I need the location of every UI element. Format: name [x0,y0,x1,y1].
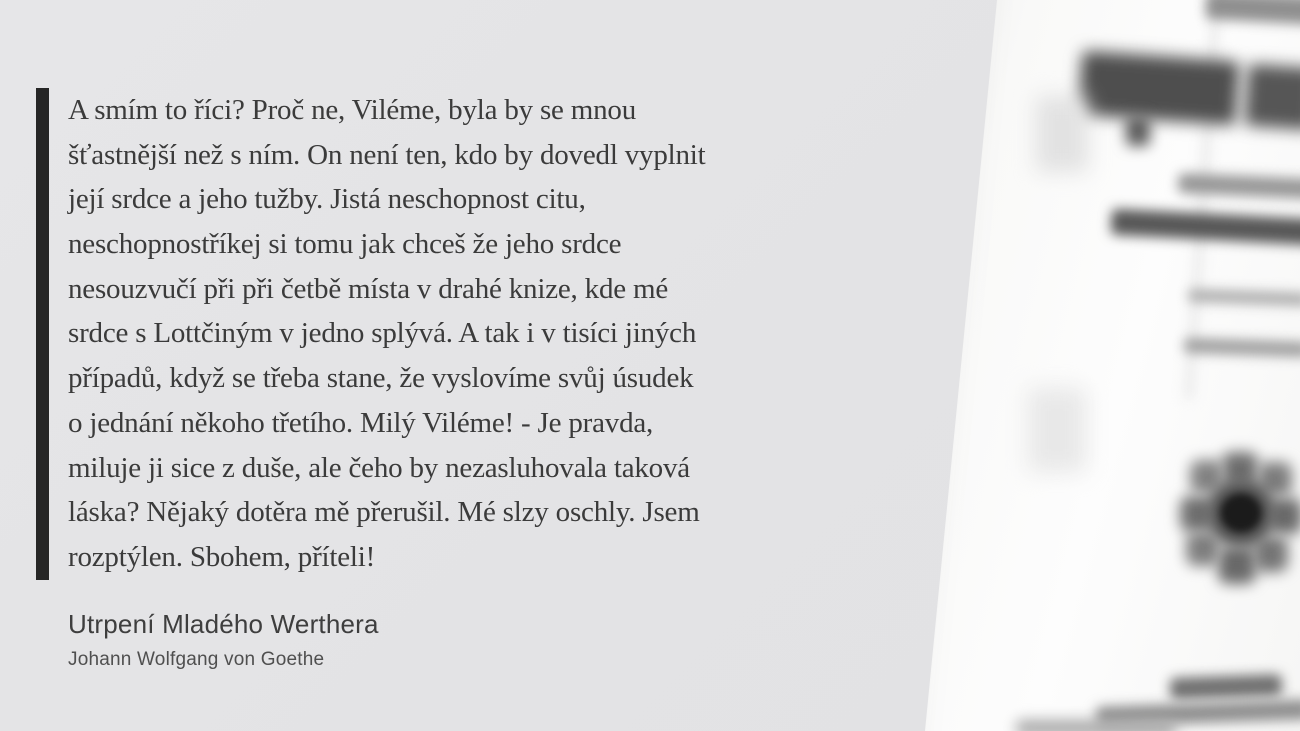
quote-line: šťastnější než s ním. On není ten, kdo by dovedl vyplnit [68,138,706,171]
quote-text [68,88,896,580]
quote-line: miluje ji sice z duše, ale čeho by nezasluhovala taková [68,451,690,484]
book-author: Johann Wolfgang von Goethe [68,649,325,670]
quote-line: A smím to říci? Proč ne, Viléme, byla by se mnou [68,94,637,126]
book-title: Utrpení Mladého Werthera [68,609,379,639]
quote-line: případů, když se třeba stane, že vyslovíme svůj úsudek [68,362,694,395]
rosette-core [1220,493,1262,533]
quote-line: srdce s Lottčiným v jedno splývá. A tak i v tisíci jiných [68,317,697,350]
blurred-text-line [1184,338,1300,357]
blurred-margin-mark [1028,388,1086,472]
quote-line: její srdce a jeho tužby. Jistá neschopnost citu, [68,183,586,216]
quote-line: láska? Nějaký dotěra mě přerušil. Mé slzy oschly. Jsem [68,496,700,529]
quote-block [36,88,896,580]
blurred-title-descender [1126,116,1150,146]
blurred-title-word [1078,51,1240,126]
quote-line: rozptýlen. Sbohem, příteli! [68,540,376,573]
paper-edge-shade [876,0,1033,731]
blurred-imprint-line [1170,674,1283,700]
blurred-subtitle-line [1178,173,1300,199]
quote-line: nesouzvučí při při četbě místa v drahé knize, kde mé [68,272,668,305]
rosette-petal [1218,546,1256,584]
blurred-text-line [1188,289,1300,306]
quote-line: o jednání někoho třetího. Milý Viléme! - Je pravda, [68,406,654,439]
quote-line: neschopnostříkej si tomu jak chceš že jeho srdce [68,228,622,261]
blurred-imprint-line [1016,720,1176,731]
quote-accent-bar [36,88,49,580]
blurred-book-photo [900,0,1300,731]
blurred-author-line [1110,209,1300,246]
blurred-title-word [1244,64,1300,131]
rosette-ornament [1182,452,1300,587]
blurred-margin-mark [1036,96,1088,172]
